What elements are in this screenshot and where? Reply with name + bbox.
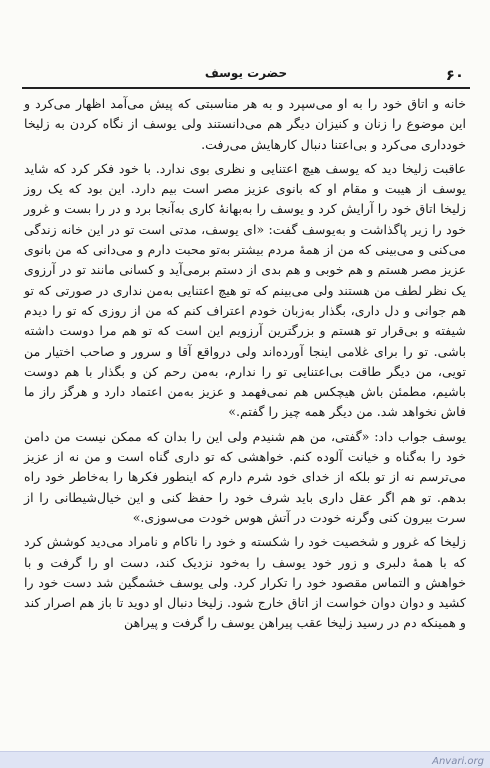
body-text <box>24 94 466 634</box>
running-title: حضرت یوسف <box>204 66 288 80</box>
paragraph: عاقبت زلیخا دید که یوسف هیچ اعتنایی و نظری بوی ندارد. با خود فکر کرد که شاید یوسف از هیبت و مقام او که بانوی عزیز مصر است بیم دارد. این بود که یک روز زلیخا اتاق خود را آرایش کرد و یوسف را به‌بهانهٔ کاری به‌آنجا برد و در را بست و غرور خود را زیر پاگذاشت و به‌یوسف گفت: «ای یوسف، مدتی است تو در این خانه زندگی می‌کنی و می‌بینی که من از همهٔ مردم بیشتر به‌تو محبت دارم و می‌دانی که من بانوی عزیز مصر هستم و هم خوبی و هم بدی از دستم برمی‌آید و کسانی مانند تو در آرزوی یک نظر لطف من هستند ولی می‌بینم که تو هیچ اعتنایی به‌من نداری در صورتی که تو هم جوانی و دل داری، بگذار به‌زبان خودم اعتراف کنم که من از روزی که تو را دیدم شیفته و بی‌قرار تو هستم و بزرگترین آرزویم این است که تو هم مرا دوست داشته باشی. تو را برای غلامی اینجا آورده‌اند ولی درواقع آقا و سرور و صاحب اختیار من تویی، من دیگر طاقت بی‌اعتنایی تو را ندارم، به‌من رحم کن و بگذار با هم دوست باشیم، مطمئن باش هیچکس هم نمی‌فهمد و عزیز به‌من اعتماد دارد و هرگز راز ما فاش نخواهد شد. من دیگر همه چیز را گفتم.» <box>24 160 466 420</box>
paragraph: زلیخا که غرور و شخصیت خود را شکسته و خود را ناکام و نامراد می‌دید کوشش کرد که با همهٔ دلبری و زور خود یوسف را به‌خود نزدیک کند، دست او را گرفت و با خواهش و التماس مقصود خود را تکرار کرد. ولی یوسف خشمگین شد دست خود را کشید و دوان دوان خواست از اتاق خارج شود. زلیخا دنبال او دوید تا باز هم اصرار کند و همینکه دم در رسید زلیخا عقب پیراهن یوسف را گرفت و پیراهن <box>24 534 466 631</box>
footer-bar <box>0 751 490 768</box>
page-header <box>22 62 470 86</box>
watermark: Anvari.org <box>432 756 484 767</box>
paragraph: یوسف جواب داد: «گفتی، من هم شنیدم ولی این را بدان که ممکن نیست من دامن خود را به‌گناه و خیانت آلوده کنم. خواهشی که تو داری گناه است و من نه از عزیز می‌ترسم نه از تو بلکه از خدای خود شرم دارم که اینطور فکرها را به‌خاطر خود راه بدهم. تو هم اگر عقل داری باید شرف خود را حفظ کنی و این خیال‌شیطانی را از سرت بیرون کنی وگرنه خودت در آتش هوس خودت می‌سوزی.» <box>24 428 466 525</box>
paragraph: خانه و اتاق خود را به او می‌سپرد و به هر مناسبتی که پیش می‌آمد اظهار می‌کرد و این موضوع را زنان و کنیزان دیگر هم می‌دانستند ولی یوسف از نگاه کردن به زلیخا خودداری می‌کرد و بی‌اعتنا دنبال کارهایش می‌رفت. <box>24 96 466 152</box>
page-number: ۶۰ <box>445 66 464 84</box>
header-rule <box>22 87 470 89</box>
